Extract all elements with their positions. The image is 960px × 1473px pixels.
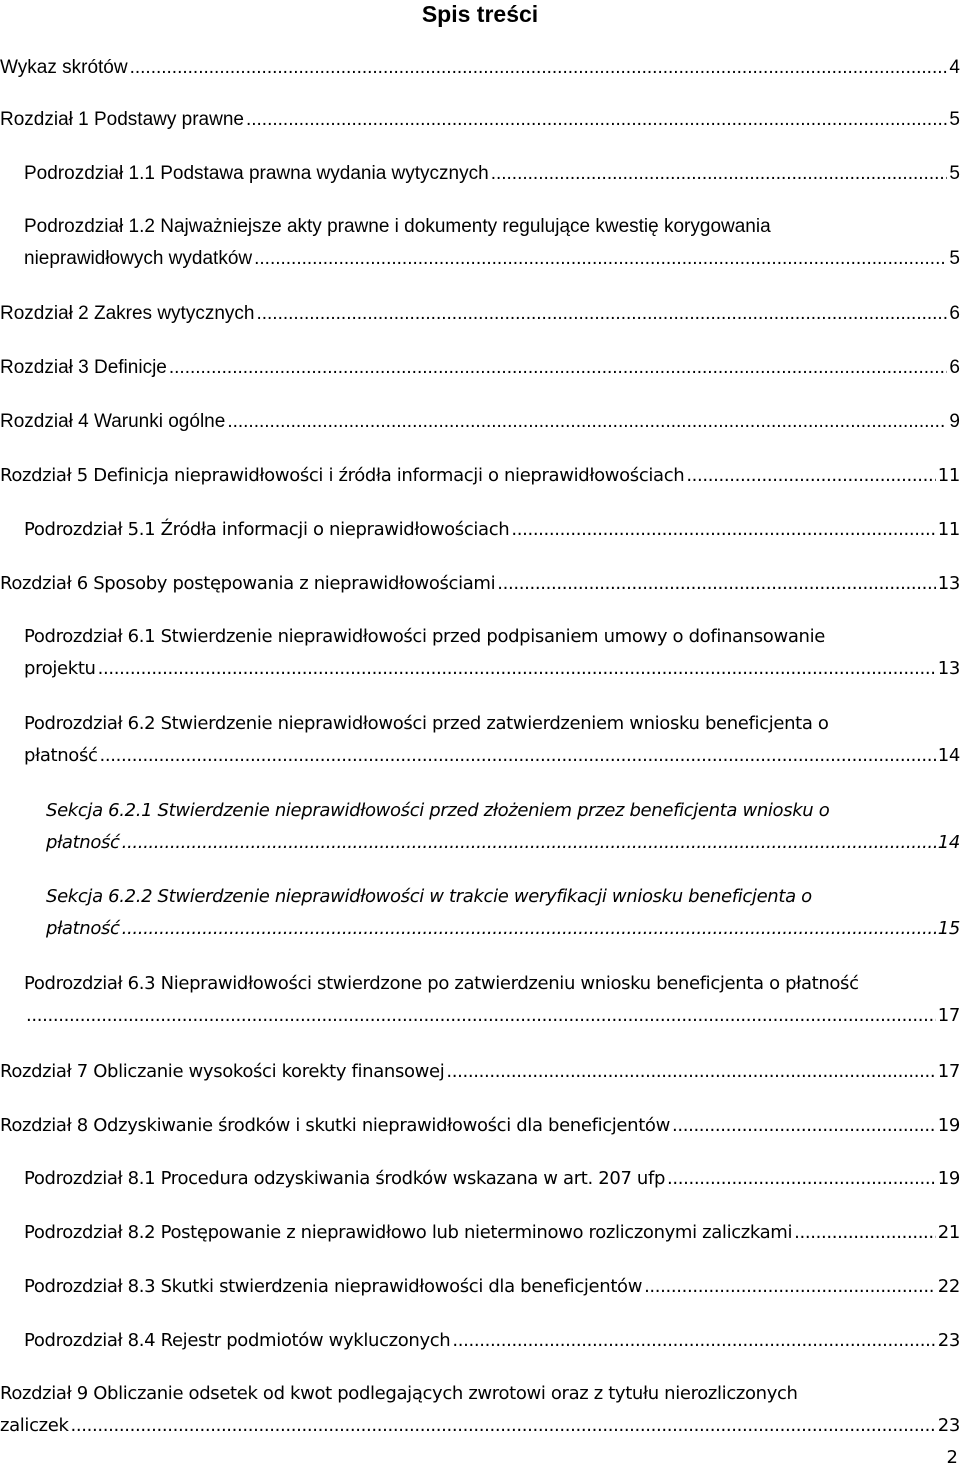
toc-entry-rozdzial-5[interactable] [0, 460, 960, 492]
leader-dots [169, 352, 948, 384]
toc-title: Spis treści [421, 1, 539, 27]
toc-entry-text-line1: Rozdział 9 Obliczanie odsetek od kwot podlegających zwrotowi oraz z tytułu nierozliczonych [0, 1383, 798, 1404]
leader-dots [497, 568, 936, 600]
toc-entry-page: 19 [937, 1168, 960, 1189]
leader-dots [122, 913, 936, 945]
toc-entry-page: 5 [949, 248, 960, 269]
toc-entry-podrozdzial-8-1[interactable] [24, 1163, 960, 1195]
leader-dots [100, 740, 936, 772]
toc-entry-text-line1: Sekcja 6.2.1 Stwierdzenie nieprawidłowości przed złożeniem przez beneficjenta wniosku o [46, 800, 830, 821]
toc-entry-rozdzial-8[interactable] [0, 1110, 960, 1142]
toc-entry-podrozdzial-1-1[interactable] [24, 158, 960, 190]
toc-entry-page: 11 [937, 519, 960, 540]
leader-dots [644, 1271, 936, 1303]
toc-entry-page: 5 [949, 109, 960, 130]
leader-dots [227, 406, 947, 438]
leader-dots [446, 1056, 935, 1088]
toc-entry-page: 13 [937, 658, 960, 679]
toc-entry-page: 17 [937, 1005, 960, 1026]
toc-entry-page: 5 [949, 163, 960, 184]
toc-entry-podrozdzial-1-2[interactable] [24, 211, 960, 275]
toc-entry-page: 21 [937, 1222, 960, 1243]
toc-entry-page: 6 [949, 303, 960, 324]
toc-entry-page: 14 [937, 832, 960, 853]
leader-dots [246, 104, 947, 136]
toc-entry-page: 23 [937, 1330, 960, 1351]
leader-dots [254, 243, 947, 275]
toc-entry-rozdzial-7[interactable] [0, 1056, 960, 1088]
toc-entry-text: Podrozdział 8.2 Postępowanie z nieprawidłowo lub nieterminowo rozliczonymi zaliczkami [24, 1222, 793, 1243]
toc-entry-text: projektu [24, 658, 96, 679]
leader-dots [667, 1163, 936, 1195]
toc-entry-text: Rozdział 8 Odzyskiwanie środków i skutki nieprawidłowości dla beneficjentów [0, 1115, 670, 1136]
toc-entry-text-line1: Sekcja 6.2.2 Stwierdzenie nieprawidłowości w trakcie weryfikacji wniosku beneficjenta o [46, 886, 812, 907]
leader-dots [98, 653, 936, 685]
toc-entry-text: płatność [24, 745, 98, 766]
toc-entry-text: Wykaz skrótów [0, 57, 128, 78]
toc-entry-page: 9 [949, 411, 960, 432]
toc-entry-page: 13 [937, 573, 960, 594]
toc-entry-text-line1: Podrozdział 6.1 Stwierdzenie nieprawidłowości przed podpisaniem umowy o dofinansowanie [24, 626, 825, 647]
toc-entry-podrozdzial-8-3[interactable] [24, 1271, 960, 1303]
toc-entry-page: 22 [937, 1276, 960, 1297]
toc-entry-text-line1: Podrozdział 6.2 Stwierdzenie nieprawidłowości przed zatwierdzeniem wniosku beneficjenta o [24, 713, 829, 734]
toc-entry-text: Rozdział 4 Warunki ogólne [0, 411, 226, 432]
toc-entry-text-line1: Podrozdział 1.2 Najważniejsze akty prawne i dokumenty regulujące kwestię korygowania [24, 216, 771, 237]
leader-dots [122, 827, 936, 859]
toc-entry-podrozdzial-8-4[interactable] [24, 1325, 960, 1357]
toc-entry-wykaz-skrotow[interactable] [0, 52, 960, 84]
toc-entry-text: płatność [46, 832, 120, 853]
toc-entry-text: nieprawidłowych wydatków [24, 248, 253, 269]
toc-entry-text: zaliczek [0, 1415, 69, 1436]
toc-entry-page: 4 [949, 57, 960, 78]
toc-entry-podrozdzial-6-3[interactable] [24, 968, 960, 1032]
leader-dots [672, 1110, 936, 1142]
toc-entry-podrozdzial-5-1[interactable] [24, 514, 960, 546]
toc-entry-page: 15 [937, 918, 960, 939]
leader-dots [26, 1000, 936, 1032]
toc-entry-text: Podrozdział 8.3 Skutki stwierdzenia nieprawidłowości dla beneficjentów [24, 1276, 643, 1297]
toc-entry-podrozdzial-6-1[interactable] [24, 621, 960, 685]
toc-entry-text: Rozdział 2 Zakres wytycznych [0, 303, 255, 324]
leader-dots [256, 298, 947, 330]
toc-entry-rozdzial-1[interactable] [0, 104, 960, 136]
toc-entry-page: 19 [937, 1115, 960, 1136]
toc-entry-page: 17 [937, 1061, 960, 1082]
toc-entry-page: 6 [949, 357, 960, 378]
toc-entry-text: Podrozdział 1.1 Podstawa prawna wydania wytycznych [24, 163, 489, 184]
toc-entry-text: Rozdział 5 Definicja nieprawidłowości i źródła informacji o nieprawidłowościach [0, 465, 685, 486]
toc-entry-rozdzial-6[interactable] [0, 568, 960, 600]
toc-entry-podrozdzial-8-2[interactable] [24, 1217, 960, 1249]
toc-entry-sekcja-6-2-2[interactable] [46, 881, 960, 945]
toc-entry-text: płatność [46, 918, 120, 939]
toc-entry-text: Podrozdział 8.4 Rejestr podmiotów wykluczonych [24, 1330, 451, 1351]
toc-entry-page: 14 [937, 745, 960, 766]
leader-dots [130, 52, 948, 84]
toc-entry-text: Podrozdział 8.1 Procedura odzyskiwania środków wskazana w art. 207 ufp [24, 1168, 666, 1189]
leader-dots [71, 1410, 936, 1442]
toc-entry-page: 11 [937, 465, 960, 486]
toc-entry-text: Rozdział 6 Sposoby postępowania z nieprawidłowościami [0, 573, 496, 594]
toc-entry-page: 23 [937, 1415, 960, 1436]
leader-dots [794, 1217, 936, 1249]
toc-entry-text: Rozdział 1 Podstawy prawne [0, 109, 244, 130]
leader-dots [511, 514, 935, 546]
toc-entry-rozdzial-9[interactable] [0, 1378, 960, 1442]
leader-dots [452, 1325, 935, 1357]
toc-entry-text-line1: Podrozdział 6.3 Nieprawidłowości stwierdzone po zatwierdzeniu wniosku beneficjenta o płatność [24, 973, 859, 994]
toc-entry-rozdzial-2[interactable] [0, 298, 960, 330]
toc-entry-rozdzial-4[interactable] [0, 406, 960, 438]
page-number: 2 [946, 1447, 958, 1468]
toc-entry-text: Rozdział 7 Obliczanie wysokości korekty finansowej [0, 1061, 445, 1082]
toc-entry-sekcja-6-2-1[interactable] [46, 795, 960, 859]
leader-dots [491, 158, 948, 190]
toc-entry-rozdzial-3[interactable] [0, 352, 960, 384]
leader-dots [686, 460, 935, 492]
toc-entry-podrozdzial-6-2[interactable] [24, 708, 960, 772]
toc-entry-text: Rozdział 3 Definicje [0, 357, 167, 378]
toc-entry-text: Podrozdział 5.1 Źródła informacji o nieprawidłowościach [24, 519, 510, 540]
